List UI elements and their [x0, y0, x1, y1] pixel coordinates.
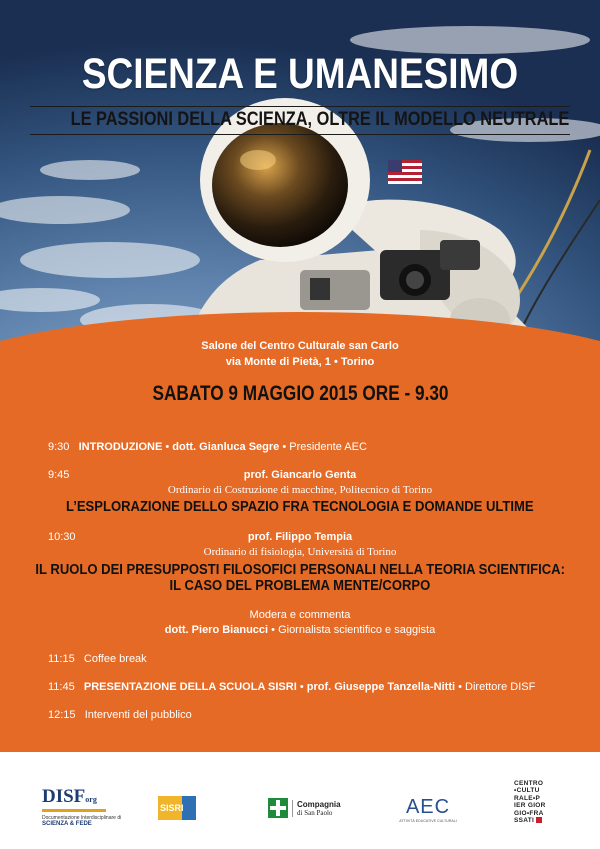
- intro-role: Presidente AEC: [289, 441, 367, 453]
- talk1-speaker: prof. Giancarlo Genta: [243, 469, 357, 481]
- talk2-title-line-2: IL CASO DEL PROBLEMA MENTE/CORPO: [169, 578, 431, 594]
- talk2-speaker: prof. Filippo Tempia: [247, 531, 353, 543]
- poster-subtitle: LE PASSIONI DELLA SCIENZA, OLTRE IL MODELLO NEUTRALE: [30, 106, 570, 135]
- sponsor-logos: [0, 752, 600, 849]
- logo-compagnia-san-paolo: Compagnia di San Paolo: [268, 798, 341, 818]
- program-sisri: 11:45 PRESENTAZIONE DELLA SCUOLA SISRI • prof. Giuseppe Tanzella-Nitti • Direttore DISF: [48, 681, 536, 693]
- talk1-affiliation: Ordinario di Costruzione di macchine, Politecnico di Torino: [167, 484, 433, 496]
- program-coffee: 11:15 Coffee break: [48, 653, 147, 665]
- talk1-title: L’ESPLORAZIONE DELLO SPAZIO FRA TECNOLOGIA E DOMANDE ULTIME: [66, 499, 534, 515]
- moderator-name: dott. Piero Bianucci: [164, 624, 269, 636]
- logo-sisri: SISRI: [158, 796, 196, 820]
- talk2-title-line-1: IL RUOLO DEI PRESUPPOSTI FILOSOFICI PERSONALI NELLA TEORIA SCIENTIFICA:: [35, 562, 565, 578]
- flag-patch: [388, 160, 422, 184]
- logo-centro-frassati: CENTRO •CULTU RALE•P IER GIOR GIO•FRA SSATI: [514, 780, 546, 825]
- poster-title: SCIENZA E UMANESIMO: [81, 50, 519, 98]
- event-date: SABATO 9 MAGGIO 2015 ORE - 9.30: [151, 382, 449, 405]
- talk1-time: 9:45: [48, 469, 70, 481]
- moderator-label: Modera e commenta: [249, 609, 351, 621]
- venue-line-2: via Monte di Pietà, 1 • Torino: [225, 356, 375, 368]
- logo-disf: DISForg Documentazione Interdisciplinare di SCIENZA & FEDE: [42, 786, 122, 827]
- intro-speaker: dott. Gianluca Segre: [172, 441, 280, 453]
- moderator: dott. Piero Bianucci • Giornalista scientifico e saggista: [164, 624, 436, 636]
- talk2-time: 10:30: [48, 531, 76, 543]
- intro-label: INTRODUZIONE: [78, 441, 163, 453]
- centro-red-square-icon: [536, 817, 542, 823]
- venue-line-1: Salone del Centro Culturale san Carlo: [201, 340, 399, 352]
- program-public: 12:15 Interventi del pubblico: [48, 709, 192, 721]
- san-paolo-cross-icon: [268, 798, 288, 818]
- talk2-affiliation: Ordinario di fisiologia, Università di Torino: [203, 546, 397, 558]
- moderator-role: Giornalista scientifico e saggista: [278, 624, 436, 636]
- program-intro: 9:30 INTRODUZIONE • dott. Gianluca Segre • Presidente AEC: [48, 441, 367, 453]
- intro-time: 9:30: [48, 441, 70, 453]
- logo-aec: AEC ATTIVITÀ EDUCATIVE CULTURALI: [399, 796, 457, 823]
